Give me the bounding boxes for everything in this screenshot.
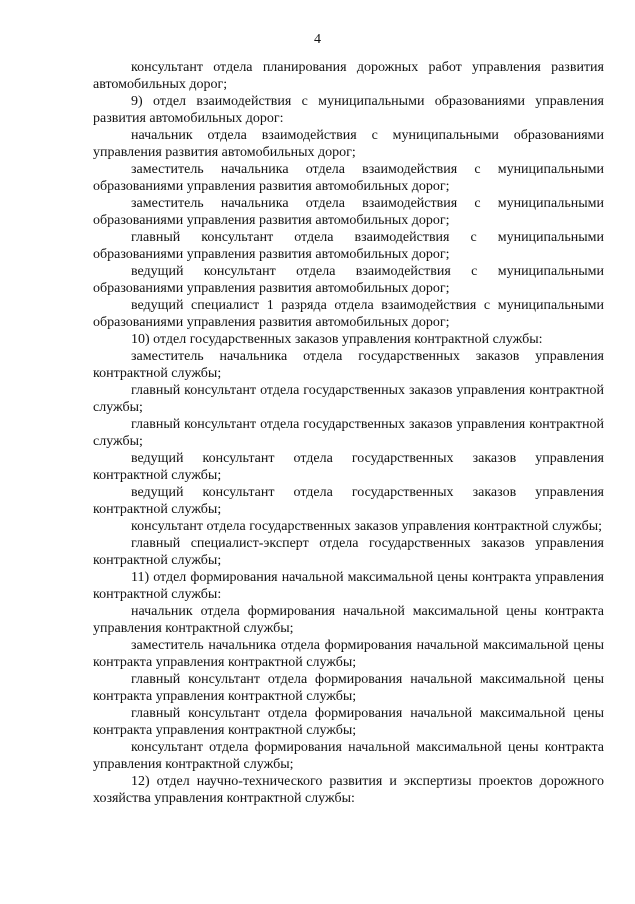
paragraph: ведущий консультант отдела взаимодействия с муниципальными образованиями управления развития автомобильных дорог;: [93, 264, 604, 296]
paragraph: консультант отдела планирования дорожных работ управления развития автомобильных дорог;: [93, 60, 604, 92]
paragraph: заместитель начальника отдела взаимодействия с муниципальными образованиями управления развития автомобильных дорог;: [93, 162, 604, 194]
document-body: [93, 59, 604, 807]
paragraph: ведущий консультант отдела государственных заказов управления контрактной службы;: [93, 451, 604, 483]
section-heading: 10) отдел государственных заказов управления контрактной службы:: [131, 332, 543, 347]
paragraph: ведущий консультант отдела государственных заказов управления контрактной службы;: [93, 485, 604, 517]
section-heading: 12) отдел научно-технического развития и экспертизы проектов дорожного хозяйства управления контрактной службы:: [93, 774, 604, 806]
paragraph: главный консультант отдела взаимодействия с муниципальными образованиями управления развития автомобильных дорог;: [93, 230, 604, 262]
paragraph: главный консультант отдела формирования начальной максимальной цены контракта управления контрактной службы;: [93, 672, 604, 704]
paragraph: главный консультант отдела государственных заказов управления контрактной службы;: [93, 383, 604, 415]
paragraph: консультант отдела формирования начальной максимальной цены контракта управления контрактной службы;: [93, 740, 604, 772]
paragraph: главный консультант отдела государственных заказов управления контрактной службы;: [93, 417, 604, 449]
paragraph: главный консультант отдела формирования начальной максимальной цены контракта управления контрактной службы;: [93, 706, 604, 738]
paragraph: заместитель начальника отдела формирования начальной максимальной цены контракта управления контрактной службы;: [93, 638, 604, 670]
paragraph: начальник отдела взаимодействия с муниципальными образованиями управления развития автомобильных дорог;: [93, 128, 604, 160]
paragraph: ведущий специалист 1 разряда отдела взаимодействия с муниципальными образованиями управления развития автомобильных дорог;: [93, 298, 604, 330]
page-number: 4: [314, 32, 321, 47]
section-heading: 9) отдел взаимодействия с муниципальными образованиями управления развития автомобильных дорог:: [93, 94, 604, 126]
paragraph: заместитель начальника отдела государственных заказов управления контрактной службы;: [93, 349, 604, 381]
paragraph: начальник отдела формирования начальной максимальной цены контракта управления контрактной службы;: [93, 604, 604, 636]
paragraph: главный специалист-эксперт отдела государственных заказов управления контрактной службы;: [93, 536, 604, 568]
paragraph: консультант отдела государственных заказов управления контрактной службы;: [131, 519, 603, 534]
section-heading: 11) отдел формирования начальной максимальной цены контракта управления контрактной службы:: [93, 570, 604, 602]
paragraph: заместитель начальника отдела взаимодействия с муниципальными образованиями управления развития автомобильных дорог;: [93, 196, 604, 228]
